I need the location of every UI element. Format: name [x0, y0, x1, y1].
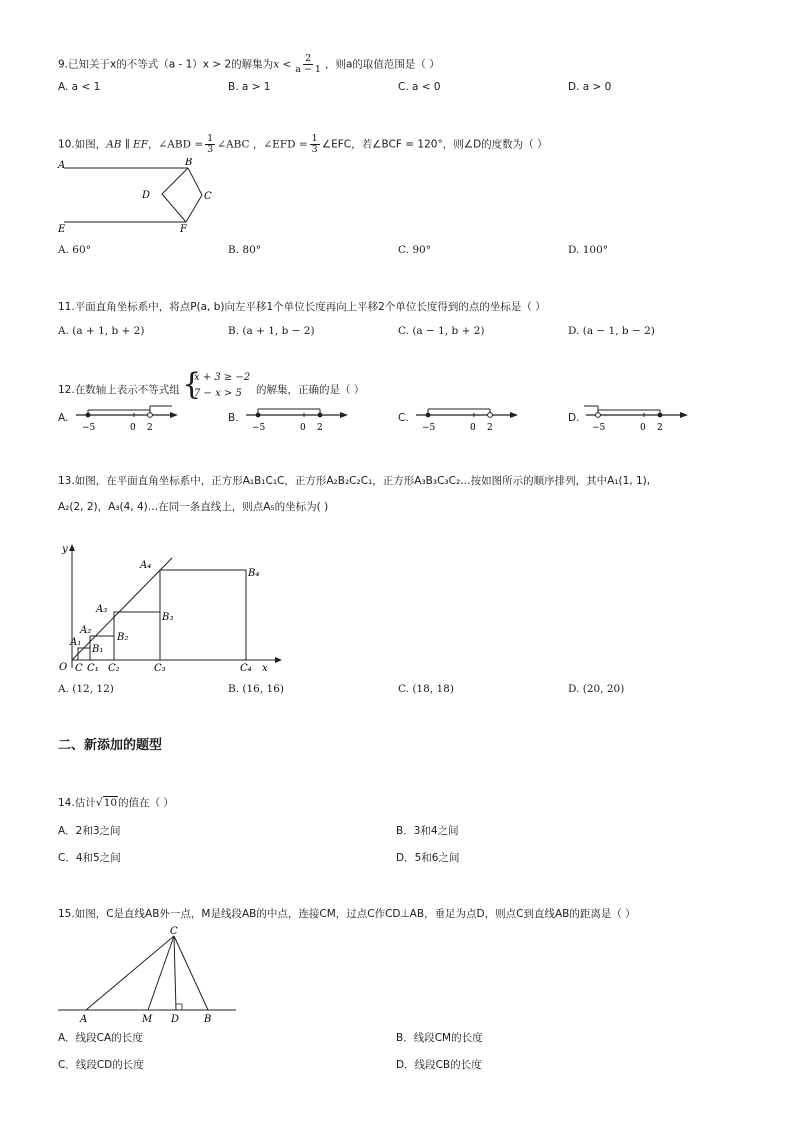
q15-option-a[interactable]: A．线段CA的长度: [58, 1032, 143, 1044]
q10-parallel-lines-figure: [56, 158, 226, 236]
q9-option-d[interactable]: D. a > 0: [568, 81, 612, 93]
svg-text:D: D: [171, 1014, 180, 1025]
svg-text:C₄: C₄: [240, 663, 252, 674]
q13-squares-figure: [56, 542, 286, 676]
q12-option-b-letter[interactable]: B.: [228, 412, 239, 424]
svg-text:B₂: B₂: [117, 632, 129, 643]
q14-option-c[interactable]: C．4和5之间: [58, 852, 121, 864]
q13-option-c[interactable]: C. (18, 18): [398, 683, 454, 695]
q12-option-d-letter[interactable]: D.: [568, 412, 580, 424]
q11-option-a[interactable]: A. (a + 1, b + 2): [58, 325, 145, 337]
svg-text:B₃: B₃: [162, 612, 174, 623]
section-title: 二、新添加的题型: [58, 738, 163, 753]
label-d: D: [142, 190, 151, 201]
q12-option-a-numberline[interactable]: [72, 403, 182, 433]
svg-text:0: 0: [130, 423, 136, 433]
svg-text:C: C: [170, 926, 178, 937]
svg-text:C₂: C₂: [108, 663, 120, 674]
svg-text:B₁: B₁: [92, 644, 104, 655]
svg-text:−5: −5: [82, 423, 96, 433]
svg-text:A₃: A₃: [96, 604, 108, 615]
svg-text:0: 0: [640, 423, 646, 433]
q12-option-d-numberline[interactable]: [582, 403, 692, 433]
question-13-stem-line1: 13.如图，在平面直角坐标系中，正方形A₁B₁C₁C，正方形A₂B₂C₂C₁，正方形A₃B₃C₃C₂…按如图所示的顺序排列，其中A₁(1, 1),: [58, 475, 651, 487]
svg-text:−5: −5: [422, 423, 436, 433]
svg-text:C₁: C₁: [87, 663, 99, 674]
question-10-stem: 10.如图，AB ∥ EF，∠ABD = $\frac{1}{3}$ ∠ABC ，∠EFD = $\frac{1}{3}$ ∠EFC，若∠BCF = 120°，则∠D的度数为（ ）: [58, 133, 548, 155]
question-13-stem-line2: A₂(2, 2)，A₃(4, 4)…在同一条直线上，则点A₅的坐标为( ): [58, 501, 329, 513]
q11-option-b[interactable]: B. (a + 1, b − 2): [228, 325, 315, 337]
q15-option-b[interactable]: B．线段CM的长度: [396, 1032, 483, 1044]
question-9-stem: 9.已知关于x的不等式（a - 1）x > 2的解集为x < $\frac{2}{a - 1}$ ，则a的取值范围是（ ）: [58, 53, 440, 75]
q13-option-a[interactable]: A. (12, 12): [58, 683, 114, 695]
svg-text:y: y: [62, 544, 68, 555]
svg-text:0: 0: [470, 423, 476, 433]
svg-text:x: x: [262, 663, 268, 674]
q15-option-d[interactable]: D．线段CB的长度: [396, 1059, 482, 1071]
q9-option-b[interactable]: B. a > 1: [228, 81, 271, 93]
q13-option-d[interactable]: D. (20, 20): [568, 683, 625, 695]
label-f: F: [180, 224, 187, 235]
q14-option-b[interactable]: B．3和4之间: [396, 825, 459, 837]
q15-option-c[interactable]: C．线段CD的长度: [58, 1059, 144, 1071]
svg-text:2: 2: [317, 423, 323, 433]
svg-text:O: O: [59, 662, 68, 673]
q14-option-d[interactable]: D．5和6之间: [396, 852, 460, 864]
q12-option-a-letter[interactable]: A.: [58, 412, 69, 424]
q11-option-d[interactable]: D. (a − 1, b − 2): [568, 325, 655, 337]
q9-option-a[interactable]: A. a < 1: [58, 81, 101, 93]
svg-text:2: 2: [487, 423, 493, 433]
question-15-stem: 15.如图，C是直线AB外一点，M是线段AB的中点，连接CM，过点C作CD⊥AB，垂足为点D，则点C到直线AB的距离是（ ）: [58, 908, 636, 920]
svg-text:2: 2: [657, 423, 663, 433]
svg-text:A₂: A₂: [80, 625, 92, 636]
label-e: E: [58, 224, 66, 235]
q13-option-b[interactable]: B. (16, 16): [228, 683, 284, 695]
q12-option-c-numberline[interactable]: [412, 403, 522, 433]
q12-option-c-letter[interactable]: C.: [398, 412, 409, 424]
svg-text:2: 2: [147, 423, 153, 433]
question-11-stem: 11.平面直角坐标系中，将点P(a, b)向左平移1个单位长度再向上平移2个单位长度得到的点的坐标是（ ）: [58, 301, 546, 313]
label-c: C: [204, 191, 212, 202]
svg-text:0: 0: [300, 423, 306, 433]
q10-option-c[interactable]: C. 90°: [398, 244, 431, 256]
q9-option-c[interactable]: C. a < 0: [398, 81, 441, 93]
svg-text:−5: −5: [592, 423, 606, 433]
svg-text:−5: −5: [252, 423, 266, 433]
svg-text:B₄: B₄: [248, 568, 260, 579]
svg-text:A₄: A₄: [140, 560, 152, 571]
q10-option-b[interactable]: B. 80°: [228, 244, 262, 256]
svg-text:C: C: [75, 663, 83, 674]
svg-text:A: A: [80, 1014, 88, 1025]
q15-triangle-figure: [56, 922, 240, 1026]
svg-text:M: M: [142, 1014, 153, 1025]
question-12-stem: 12.在数轴上表示不等式组 { x + 3 ≥ −2 7 − x > 5 的解集，正确的是（ ）: [58, 367, 365, 402]
q12-option-b-numberline[interactable]: [242, 403, 352, 433]
svg-text:C₃: C₃: [154, 663, 166, 674]
question-14-stem: 14.估计√10的值在（ ）: [58, 796, 174, 809]
q10-option-d[interactable]: D. 100°: [568, 244, 609, 256]
label-b: B: [185, 158, 193, 168]
q11-option-c[interactable]: C. (a − 1, b + 2): [398, 325, 485, 337]
label-a: A: [58, 160, 66, 171]
q10-option-a[interactable]: A. 60°: [58, 244, 91, 256]
svg-text:B: B: [204, 1014, 212, 1025]
q14-option-a[interactable]: A．2和3之间: [58, 825, 121, 837]
svg-text:A₁: A₁: [70, 637, 82, 648]
